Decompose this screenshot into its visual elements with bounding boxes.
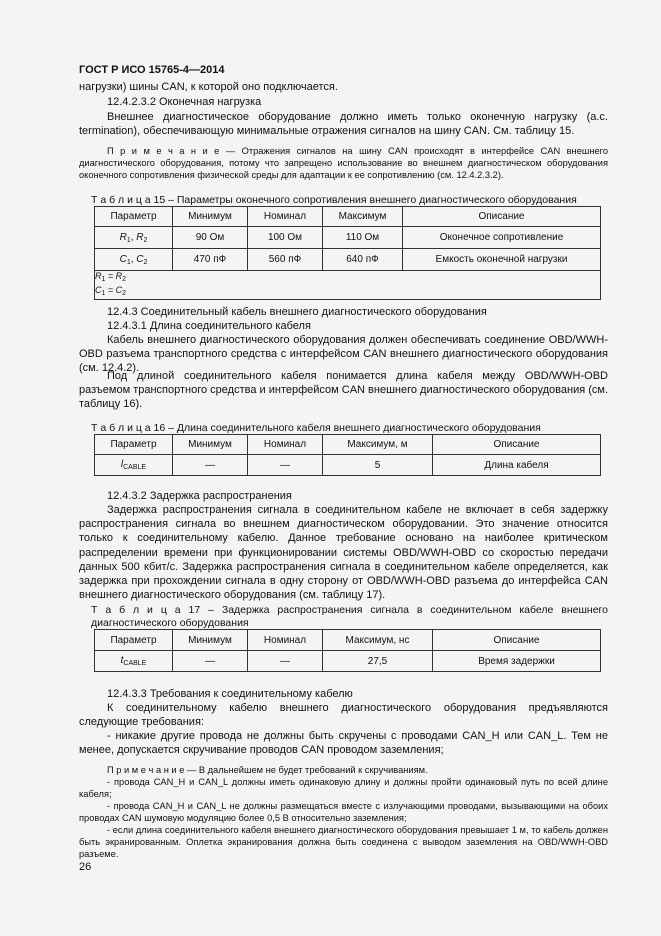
note-item: - если длина соединительного кабеля внешнего диагностического оборудования превышает 1 м, то кабель должен быть экранированным. Оплетка экранирования должна быть соединена с выводом заземления на OBD/WWH-OBD разъеме. — [79, 825, 608, 859]
table-header-cell: Номинал — [248, 630, 323, 651]
table-cell: 640 пФ — [323, 249, 403, 271]
table-header-cell: Номинал — [248, 435, 323, 455]
table-cell: Оконечное сопротивление — [403, 227, 601, 249]
document-header: ГОСТ Р ИСО 15765-4—2014 — [79, 64, 225, 76]
requirement-item: - никакие другие провода не должны быть скручены с проводами CAN_H или CAN_L. Тем не менее, допускается скручивание проводов CAN проводом заземления; — [79, 730, 608, 757]
table-17-caption — [91, 604, 608, 630]
note-text: — Отражения сигналов на шину CAN происходят в интерфейсе CAN внешнего диагностического оборудования, потому что запрещено использование во внешнем диагностическом оборудования оконечного сопротивления физической среды для адаптации к ее сопротивлению (см. 12.4.2.3.2). — [79, 146, 608, 180]
paragraph-termination: Внешнее диагностическое оборудование должно иметь только оконечную нагрузку (a.c. termination), обеспечивающую минимальные отражения сигналов на шину CAN. См. таблицу 15. — [79, 111, 608, 138]
table-header-cell: Описание — [403, 207, 601, 227]
note-label: П р и м е ч а н и е — [107, 765, 185, 775]
table-cell: — — [248, 651, 323, 672]
table-cell: 470 пФ — [173, 249, 248, 271]
paragraph-requirements: К соединительному кабелю внешнего диагностического оборудования предъявляются следующие требования: — [79, 702, 608, 729]
table-footnote-row — [95, 285, 601, 300]
paragraph-cable-connection: Кабель внешнего диагностического оборудования должен обеспечивать соединение OBD/WWH-OBD разъема транспортного средства с интерфейсом CAN внешнего диагностического оборудования (см. 12.4.2). — [79, 334, 608, 375]
section-heading: 12.4.3.3 Требования к соединительному кабелю — [107, 688, 353, 700]
table-footnote: $C_1 = C_2$ — [95, 285, 601, 300]
note-item: - провода CAN_H и CAN_L не должны размещаться вместе с излучающими проводами, вызывающими на обоих проводах CAN шумовую модуляцию более 0,5 В относительно заземления; — [79, 801, 608, 823]
table-cell: — — [248, 455, 323, 476]
table-16 — [94, 434, 601, 476]
table-footnote-row — [95, 271, 601, 286]
section-heading: 12.4.2.3.2 Оконечная нагрузка — [107, 96, 262, 108]
section-heading: 12.4.3 Соединительный кабель внешнего диагностического оборудования — [107, 306, 487, 318]
table-cell: — — [173, 455, 248, 476]
table-header-row — [95, 630, 601, 651]
table-header-cell: Параметр — [95, 630, 173, 651]
table-header-cell: Максимум — [323, 207, 403, 227]
table-header-cell: Минимум — [173, 630, 248, 651]
section-heading: 12.4.3.2 Задержка распространения — [107, 490, 292, 502]
table-cell: Длина кабеля — [433, 455, 601, 476]
note-text: — В дальнейшем не будет требований к скручиваниям. — [184, 765, 428, 775]
table-cell-param: $l_{CABLE}$ — [95, 455, 173, 476]
note-item: - провода CAN_H и CAN_L должны иметь одинаковую длину и должны пройти одинаковый путь по всей длине кабеля; — [79, 777, 608, 799]
table-header-cell: Максимум, нс — [323, 630, 433, 651]
table-header-cell: Минимум — [173, 435, 248, 455]
table-15 — [94, 206, 601, 300]
table-cell-param: $R_1$, $R_2$ — [95, 227, 173, 249]
table-cell: 110 Ом — [323, 227, 403, 249]
note-reflections — [79, 145, 608, 181]
table-cell: 100 Ом — [248, 227, 323, 249]
table-cell: Время задержки — [433, 651, 601, 672]
table-17 — [94, 629, 601, 672]
table-row — [95, 227, 601, 249]
note-label: П р и м е ч а н и е — [107, 146, 220, 156]
table-header-cell: Параметр — [95, 435, 173, 455]
table-caption-text: 17 – Задержка распространения сигнала в соединительном кабеле внешнего диагностического оборудования — [91, 604, 608, 629]
table-footnote: $R_1 = R_2$ — [95, 271, 601, 286]
table-header-cell: Минимум — [173, 207, 248, 227]
table-cell: 27,5 — [323, 651, 433, 672]
paragraph-cable-length: Под длиной соединительного кабеля понимается длина кабеля между OBD/WWH-OBD разъемом транспортного средства и интерфейсом CAN внешнего диагностического оборудования (см. таблицу 16). — [79, 370, 609, 411]
continued-text: нагрузки) шины CAN, к которой оно подключается. — [79, 81, 338, 93]
table-cell: — — [173, 651, 248, 672]
table-row — [95, 651, 601, 672]
table-header-cell: Номинал — [248, 207, 323, 227]
table-row — [95, 249, 601, 271]
table-header-cell: Максимум, м — [323, 435, 433, 455]
note-twisting — [107, 764, 428, 776]
table-15-caption: Т а б л и ц а 15 – Параметры оконечного сопротивления внешнего диагностического оборудования — [91, 194, 577, 206]
section-heading: 12.4.3.1 Длина соединительного кабеля — [107, 320, 311, 332]
table-row — [95, 455, 601, 476]
table-cell: Емкость оконечной нагрузки — [403, 249, 601, 271]
table-caption-label: Т а б л и ц а — [91, 604, 181, 616]
table-header-cell: Описание — [433, 435, 601, 455]
paragraph-propagation-delay: Задержка распространения сигнала в соединительном кабеле не включает в себя задержку распространения сигнала во внешнем диагностическом оборудовании. Это значение относится только к соединительному кабелю. Данное требование основано на наиболее критическом распределении времени при функционировании системы OBD/WWH-OBD со скоростью передачи данных 500 кбит/с. Задержка распространения сигнала в соединительном кабеле определяется, как задержка при прохождении сигнала в одну сторону от OBD/WWH-OBD разъема до интерфейса CAN внешнего диагностического оборудования (см. таблицу 17). — [79, 504, 608, 602]
table-cell: 90 Ом — [173, 227, 248, 249]
table-header-cell: Описание — [433, 630, 601, 651]
table-header-row — [95, 435, 601, 455]
table-cell: 560 пФ — [248, 249, 323, 271]
page-number: 26 — [79, 861, 92, 873]
table-16-caption: Т а б л и ц а 16 – Длина соединительного кабеля внешнего диагностического оборудования — [91, 422, 541, 434]
table-header-cell: Параметр — [95, 207, 173, 227]
table-header-row — [95, 207, 601, 227]
table-cell-param: $t_{CABLE}$ — [95, 651, 173, 672]
table-cell: 5 — [323, 455, 433, 476]
table-cell-param: $C_1$, $C_2$ — [95, 249, 173, 271]
